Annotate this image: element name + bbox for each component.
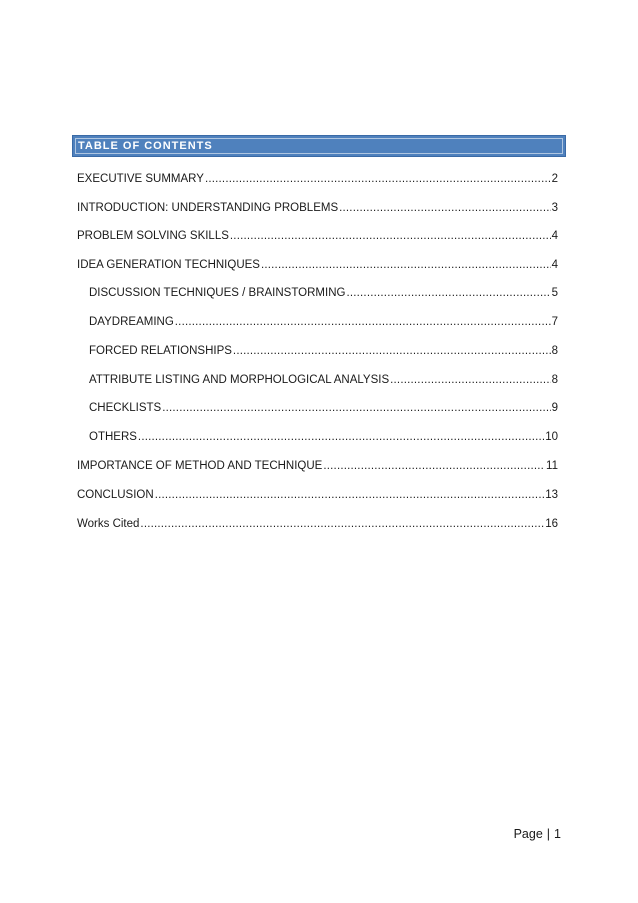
toc-entry-label: IDEA GENERATION TECHNIQUES bbox=[77, 259, 260, 271]
page-label: Page bbox=[513, 827, 543, 841]
toc-entry-page: 9 bbox=[551, 402, 558, 414]
dot-leader bbox=[261, 258, 551, 272]
toc-entry-others[interactable] bbox=[89, 430, 558, 444]
toc-entry-page: 13 bbox=[545, 489, 558, 501]
dot-leader bbox=[140, 517, 544, 531]
toc-entry-conclusion[interactable] bbox=[77, 488, 558, 502]
toc-entry-works-cited[interactable] bbox=[77, 517, 558, 531]
dot-leader bbox=[205, 172, 551, 186]
toc-entry-label: PROBLEM SOLVING SKILLS bbox=[77, 230, 229, 242]
dot-leader bbox=[230, 229, 551, 243]
dot-leader bbox=[390, 373, 550, 387]
toc-entry-page: 2 bbox=[551, 173, 558, 185]
toc-entry-label: DISCUSSION TECHNIQUES / BRAINSTORMING bbox=[89, 287, 346, 299]
dot-leader bbox=[138, 430, 544, 444]
toc-entry-checklists[interactable] bbox=[89, 401, 558, 415]
dot-leader bbox=[162, 401, 550, 415]
toc-entry-page: 5 bbox=[551, 287, 558, 299]
toc-entry-label: IMPORTANCE OF METHOD AND TECHNIQUE bbox=[77, 460, 323, 472]
toc-entry-discussion-techniques[interactable] bbox=[89, 286, 558, 300]
dot-leader bbox=[233, 344, 551, 358]
toc-entry-page: 4 bbox=[551, 259, 558, 271]
toc-entry-label: CONCLUSION bbox=[77, 489, 154, 501]
toc-entry-label: DAYDREAMING bbox=[89, 316, 174, 328]
page-number: 1 bbox=[554, 827, 561, 841]
toc-entry-forced-relationships[interactable] bbox=[89, 344, 558, 358]
page-footer bbox=[514, 827, 561, 841]
toc-entry-label: OTHERS bbox=[89, 431, 137, 443]
toc-entry-importance-of-method[interactable] bbox=[77, 459, 558, 473]
toc-entry-label: EXECUTIVE SUMMARY bbox=[77, 173, 204, 185]
toc-entry-idea-generation[interactable] bbox=[77, 258, 558, 272]
toc-entry-problem-solving-skills[interactable] bbox=[77, 229, 558, 243]
toc-entry-page: 8 bbox=[551, 345, 558, 357]
toc-entry-page: 8 bbox=[551, 374, 558, 386]
toc-entry-page: 10 bbox=[545, 431, 558, 443]
dot-leader bbox=[323, 459, 545, 473]
dot-leader bbox=[155, 488, 545, 502]
dot-leader bbox=[175, 315, 551, 329]
toc-entry-label: FORCED RELATIONSHIPS bbox=[89, 345, 232, 357]
toc-header-bar bbox=[72, 135, 566, 157]
toc-entry-page: 4 bbox=[551, 230, 558, 242]
dot-leader bbox=[346, 286, 550, 300]
toc-entry-daydreaming[interactable] bbox=[89, 315, 558, 329]
toc-entry-page: 3 bbox=[551, 202, 558, 214]
toc-entry-introduction[interactable] bbox=[77, 201, 558, 215]
toc-entry-page: 7 bbox=[551, 316, 558, 328]
toc-entry-attribute-listing[interactable] bbox=[89, 373, 558, 387]
toc-entry-label: CHECKLISTS bbox=[89, 402, 162, 414]
toc-entry-page: 11 bbox=[546, 460, 558, 472]
dot-leader bbox=[339, 201, 550, 215]
toc-entry-label: Works Cited bbox=[77, 518, 140, 530]
toc-entry-executive-summary[interactable] bbox=[77, 172, 558, 186]
toc-entry-label: INTRODUCTION: UNDERSTANDING PROBLEMS bbox=[77, 202, 339, 214]
toc-entry-label: ATTRIBUTE LISTING AND MORPHOLOGICAL ANALYSIS bbox=[89, 374, 390, 386]
toc-title: TABLE OF CONTENTS bbox=[78, 140, 213, 152]
toc-entry-page: 16 bbox=[545, 518, 558, 530]
page-separator: | bbox=[546, 827, 551, 841]
